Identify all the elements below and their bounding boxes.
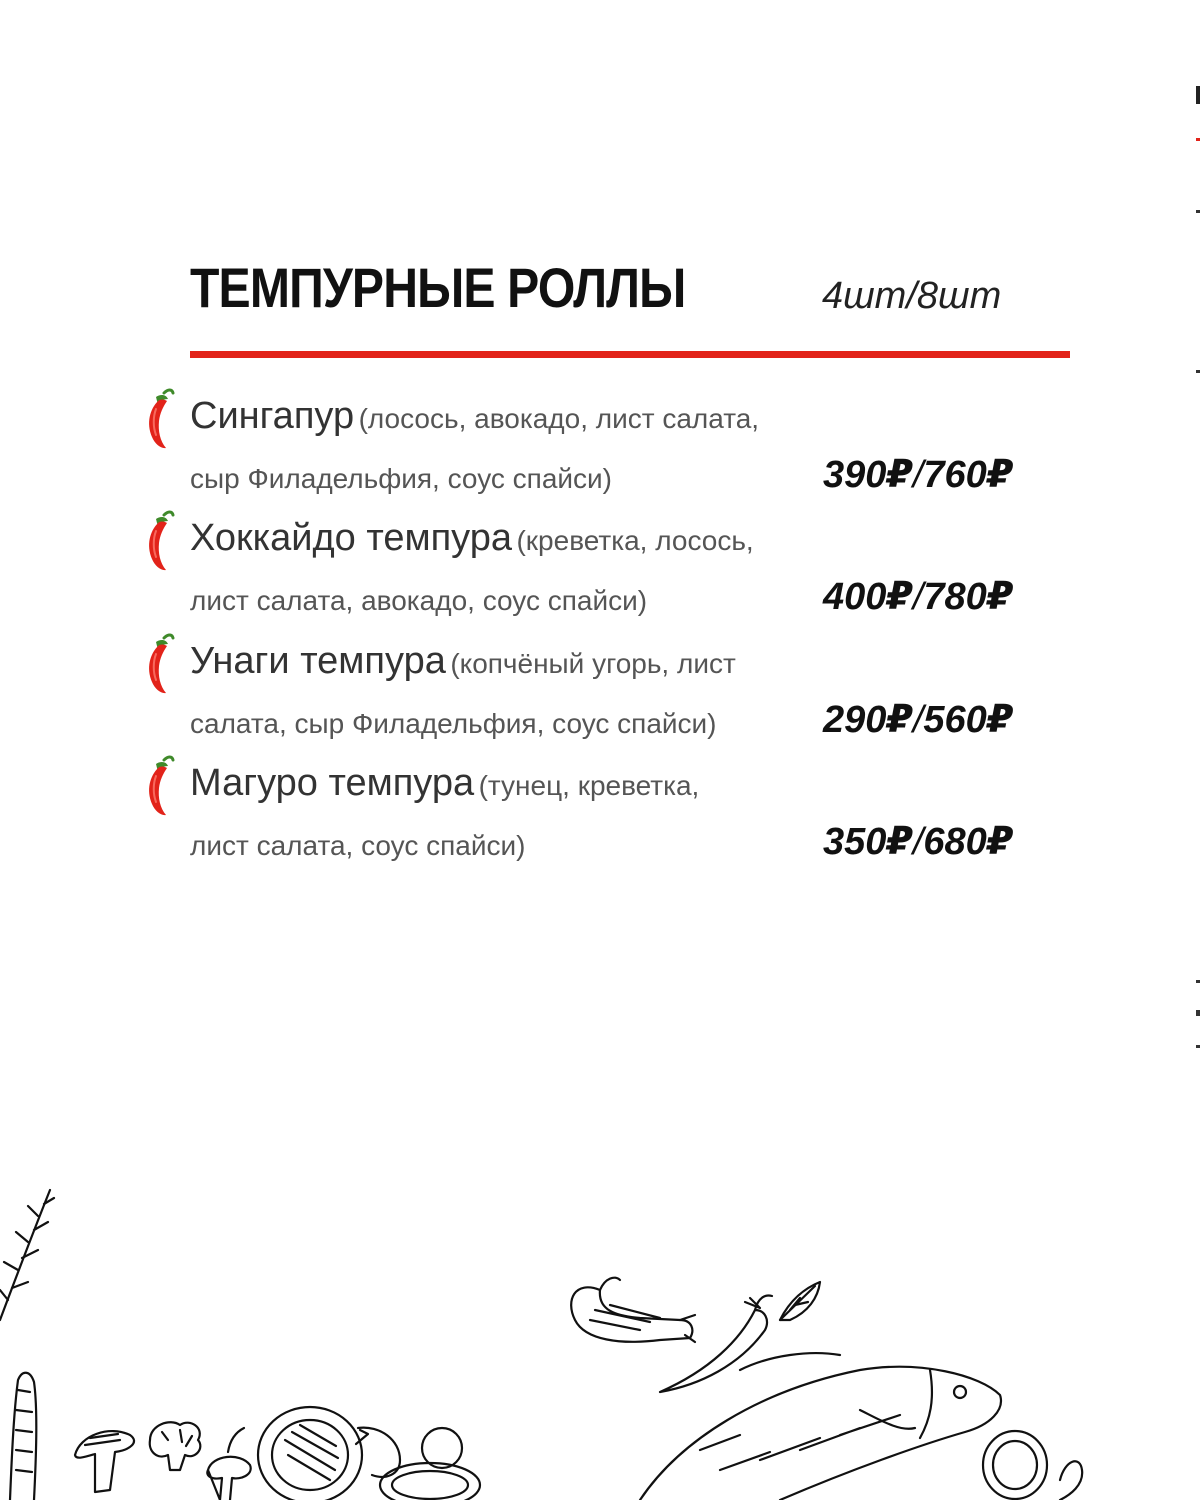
- item-description-continued: салата, сыр Филадельфия, соус спайси): [190, 708, 717, 739]
- vegetable-sketch-icon: [10, 1373, 36, 1500]
- thin-pepper-icon: [660, 1296, 772, 1392]
- item-price: [823, 819, 1013, 864]
- title-divider: [190, 351, 1070, 358]
- item-description: (тунец, креветка,: [478, 770, 700, 801]
- portion-sizes: 4шт/8шт: [822, 275, 1002, 317]
- section-title: ТЕМПУРНЫЕ РОЛЛЫ: [190, 256, 686, 319]
- vegetable-sketch-icon: [1060, 1461, 1082, 1500]
- item-description-continued: лист салата, авокадо, соус спайси): [190, 585, 648, 616]
- item-description: (копчёный угорь, лист: [450, 648, 736, 679]
- item-price: [823, 697, 1013, 742]
- price-separator: /: [912, 821, 924, 863]
- price-8pcs: 560₽: [923, 699, 1014, 741]
- item-name: Унаги темпура: [190, 640, 446, 682]
- price-4pcs: 290₽: [823, 699, 913, 741]
- item-description: (лосось, авокадо, лист салата,: [358, 403, 760, 434]
- mushroom-icon: [207, 1428, 250, 1500]
- chili-pepper-sketch-icon: [571, 1278, 695, 1342]
- chili-pepper-icon: [142, 754, 176, 818]
- food-sketch-illustration: [0, 1170, 1200, 1500]
- sauce-bowl-icon: [258, 1407, 400, 1500]
- onion-ring-icon: [380, 1463, 480, 1500]
- onion-ring-icon: [983, 1431, 1047, 1499]
- menu-item: [0, 395, 1200, 517]
- chili-pepper-icon: [142, 509, 176, 573]
- chili-pepper-icon: [142, 632, 176, 696]
- item-description: (креветка, лосось,: [516, 525, 754, 556]
- broccoli-icon: [150, 1422, 201, 1470]
- chili-pepper-icon: [142, 387, 176, 451]
- item-name: Хоккайдо темпура: [190, 517, 513, 559]
- item-description-continued: лист салата, соус спайси): [190, 830, 526, 861]
- menu-item: [0, 640, 1200, 762]
- price-4pcs: 400₽: [823, 576, 913, 618]
- price-separator: /: [912, 699, 924, 741]
- menu-item: [0, 762, 1200, 884]
- herb-leaf-icon: [780, 1282, 820, 1320]
- item-price: [823, 452, 1013, 497]
- page-edge-marks: [1188, 80, 1200, 1080]
- price-4pcs: 350₽: [823, 821, 913, 863]
- price-4pcs: 390₽: [823, 454, 913, 496]
- item-price: [823, 574, 1013, 619]
- item-name: Магуро темпура: [190, 762, 475, 804]
- price-8pcs: 680₽: [923, 821, 1014, 863]
- rosemary-sprig-icon: [0, 1190, 54, 1320]
- price-separator: /: [912, 576, 924, 618]
- mushroom-icon: [75, 1431, 134, 1492]
- price-8pcs: 780₽: [923, 576, 1014, 618]
- item-name: Сингапур: [190, 395, 355, 437]
- item-description-continued: сыр Филадельфия, соус спайси): [190, 463, 612, 494]
- menu-item: [0, 517, 1200, 639]
- price-separator: /: [912, 454, 924, 496]
- price-8pcs: 760₽: [923, 454, 1014, 496]
